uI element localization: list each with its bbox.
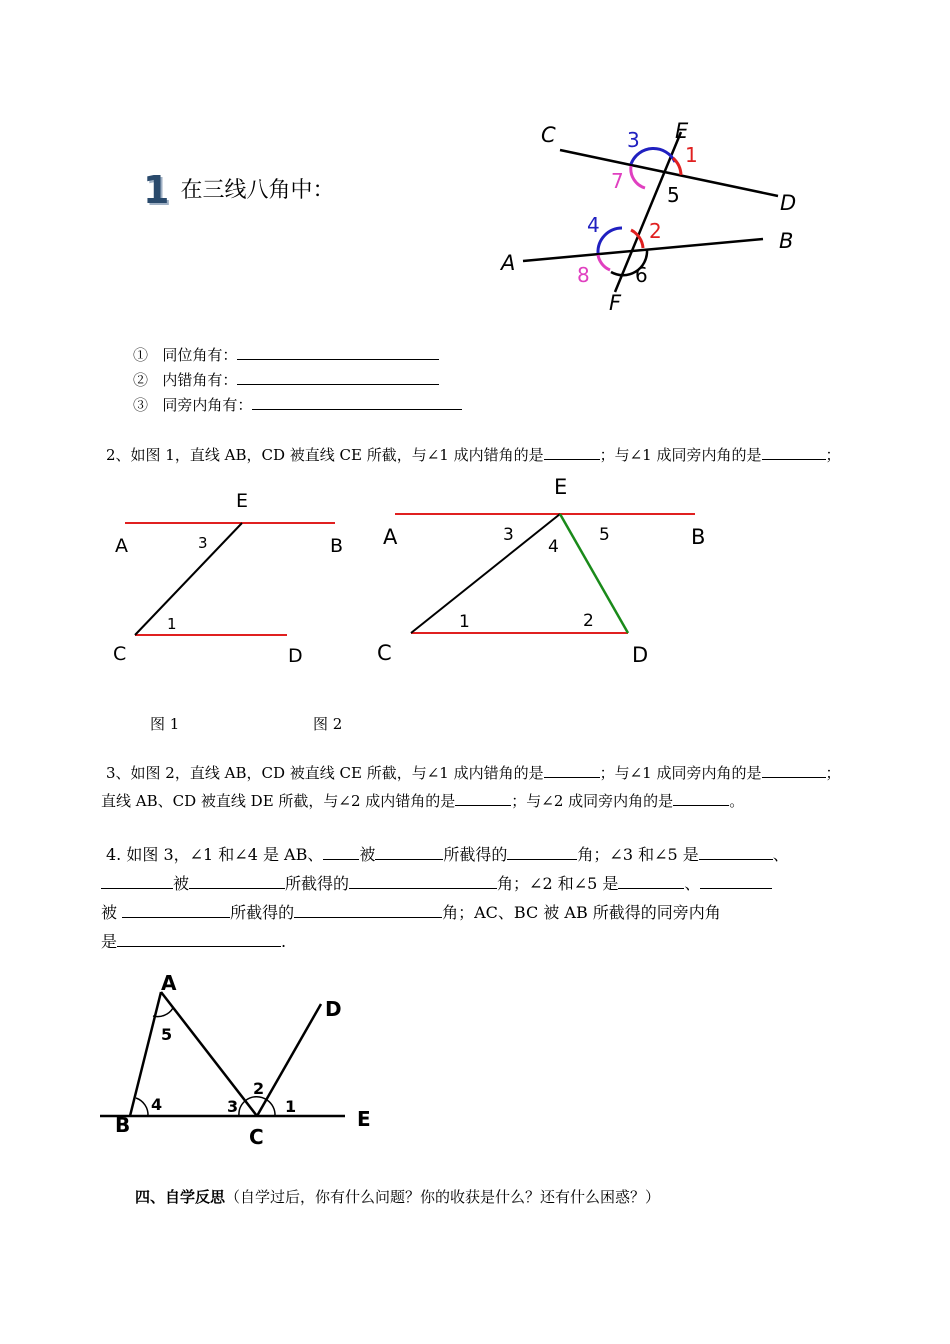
label-a: A xyxy=(501,251,516,275)
answer-blank[interactable] xyxy=(544,445,600,460)
answer-blank[interactable] xyxy=(349,874,497,889)
label-d: D xyxy=(632,643,649,667)
angle-label-1: 1 xyxy=(167,615,177,633)
q1-item-1 xyxy=(133,345,439,365)
q4-text: 、 xyxy=(684,874,701,893)
figure-2 xyxy=(375,470,720,675)
question-4-line-4 xyxy=(101,927,286,956)
q1-item-3 xyxy=(133,395,462,415)
label-e: E xyxy=(357,1107,371,1131)
q1-marker: ① xyxy=(133,346,149,364)
arc-angle-1 xyxy=(267,1100,275,1116)
q1-label: 同旁内角有： xyxy=(162,396,253,414)
q1-label: 同位角有： xyxy=(162,346,238,364)
q2-text: 2、如图 1，直线 AB，CD 被直线 CE 所截，与∠1 成内错角的是 xyxy=(106,446,544,464)
section-4-note: （自学过后，你有什么问题？你的收获是什么？还有什么困惑？） xyxy=(225,1188,661,1206)
question-3-line-1 xyxy=(106,763,841,783)
label-e: E xyxy=(675,119,689,143)
answer-blank[interactable] xyxy=(237,370,439,385)
angle-label-4: 4 xyxy=(587,213,600,237)
answer-blank[interactable] xyxy=(507,845,577,860)
angle-label-7: 7 xyxy=(611,169,624,193)
label-b: B xyxy=(115,1113,131,1137)
q2-text: ；与∠1 成同旁内角的是 xyxy=(599,446,762,464)
answer-blank[interactable] xyxy=(762,763,826,778)
label-a: A xyxy=(161,971,177,995)
line-ce xyxy=(135,523,242,635)
answer-blank[interactable] xyxy=(122,903,230,918)
arc-angle-1 xyxy=(673,158,681,175)
label-f: F xyxy=(609,291,622,315)
q1-item-2 xyxy=(133,370,439,390)
angle-label-3: 3 xyxy=(198,534,208,552)
answer-blank[interactable] xyxy=(700,874,772,889)
figure-3 xyxy=(95,970,385,1155)
angle-label-5: 5 xyxy=(161,1025,173,1044)
answer-blank[interactable] xyxy=(455,791,511,806)
answer-blank[interactable] xyxy=(294,903,442,918)
arc-angle-4 xyxy=(136,1098,148,1116)
answer-blank[interactable] xyxy=(762,445,826,460)
question-4-line-2 xyxy=(101,869,772,898)
q4-text: 所截得的 xyxy=(230,903,295,922)
angle-label-3: 3 xyxy=(503,525,514,545)
section-heading xyxy=(143,168,335,212)
q4-text: 角；∠2 和∠5 是 xyxy=(497,874,619,893)
q4-text: 被 xyxy=(359,845,376,864)
label-d: D xyxy=(288,645,303,667)
angle-label-2: 2 xyxy=(253,1079,265,1098)
question-4-line-1 xyxy=(106,840,789,869)
label-c: C xyxy=(249,1125,264,1149)
angle-label-5: 5 xyxy=(599,525,610,545)
answer-blank[interactable] xyxy=(252,395,462,410)
q4-text: 所截得的 xyxy=(443,845,508,864)
answer-blank[interactable] xyxy=(544,763,600,778)
arc-angle-3 xyxy=(239,1101,245,1116)
q1-marker: ③ xyxy=(133,396,149,414)
label-b: B xyxy=(779,229,794,253)
q2-text: ； xyxy=(825,446,841,464)
q3-text: 直线 AB、CD 被直线 DE 所截，与∠2 成内错角的是 xyxy=(101,792,456,810)
label-a: A xyxy=(115,535,128,557)
arc-angle-7 xyxy=(631,166,645,188)
answer-blank[interactable] xyxy=(117,932,281,947)
q3-text: ；与∠1 成同旁内角的是 xyxy=(599,764,762,782)
heading-text: 在三线八角中： xyxy=(180,178,335,203)
angle-label-2: 2 xyxy=(583,611,594,631)
angle-label-3: 3 xyxy=(627,128,640,152)
q4-text: 所截得的 xyxy=(285,874,350,893)
arc-angle-8 xyxy=(598,255,610,270)
heading-number: 1 xyxy=(143,168,170,212)
arc-angle-4 xyxy=(598,228,622,253)
figure-three-lines xyxy=(495,110,815,320)
label-b: B xyxy=(691,525,706,549)
angle-label-4: 4 xyxy=(548,537,559,557)
answer-blank[interactable] xyxy=(618,874,684,889)
line-ac xyxy=(161,992,257,1116)
angle-label-4: 4 xyxy=(151,1095,163,1114)
angle-label-1: 1 xyxy=(285,1097,297,1116)
label-d: D xyxy=(325,997,342,1021)
q3-text: 。 xyxy=(729,792,745,810)
q4-text: . xyxy=(281,932,287,951)
q4-text: 角；AC、BC 被 AB 所截得的同旁内角 xyxy=(442,903,721,922)
label-e: E xyxy=(236,490,249,512)
line-de xyxy=(560,514,628,633)
q1-marker: ② xyxy=(133,371,149,389)
q1-label: 内错角有： xyxy=(162,371,238,389)
q3-text: 3、如图 2，直线 AB，CD 被直线 CE 所截，与∠1 成内错角的是 xyxy=(106,764,544,782)
answer-blank[interactable] xyxy=(323,845,359,860)
angle-label-6: 6 xyxy=(635,263,648,287)
label-c: C xyxy=(377,641,392,665)
label-c: C xyxy=(113,643,127,665)
label-c: C xyxy=(541,123,556,147)
label-d: D xyxy=(780,191,797,215)
q4-text: 、 xyxy=(772,845,789,864)
question-2 xyxy=(106,445,841,465)
question-4-line-3 xyxy=(101,898,721,927)
label-e: E xyxy=(554,475,568,499)
section-4-title: 四、自学反思 xyxy=(135,1188,226,1206)
label-b: B xyxy=(330,535,344,557)
q4-text: 被 xyxy=(101,903,118,922)
angle-label-2: 2 xyxy=(649,219,662,243)
answer-blank[interactable] xyxy=(101,874,173,889)
angle-label-8: 8 xyxy=(577,263,590,287)
answer-blank[interactable] xyxy=(375,845,443,860)
section-4 xyxy=(135,1187,660,1207)
answer-blank[interactable] xyxy=(699,845,773,860)
angle-label-3: 3 xyxy=(227,1097,239,1116)
q4-text: 被 xyxy=(173,874,190,893)
line-ce xyxy=(411,514,560,633)
q4-text: 角；∠3 和∠5 是 xyxy=(577,845,699,864)
question-3-line-2 xyxy=(101,791,744,811)
angle-label-5: 5 xyxy=(667,183,680,207)
answer-blank[interactable] xyxy=(189,874,285,889)
answer-blank[interactable] xyxy=(237,345,439,360)
q3-text: ；与∠2 成同旁内角的是 xyxy=(511,792,674,810)
answer-blank[interactable] xyxy=(673,791,729,806)
angle-label-1: 1 xyxy=(459,612,470,632)
q4-text: 4. 如图 3，∠1 和∠4 是 AB、 xyxy=(106,845,324,864)
caption-figure-2: 图 2 xyxy=(313,715,343,733)
q3-text: ； xyxy=(825,764,841,782)
caption-figure-1: 图 1 xyxy=(150,715,180,733)
q4-text: 是 xyxy=(101,932,118,951)
angle-label-1: 1 xyxy=(685,143,698,167)
label-a: A xyxy=(383,525,398,549)
figure-1 xyxy=(105,485,345,675)
